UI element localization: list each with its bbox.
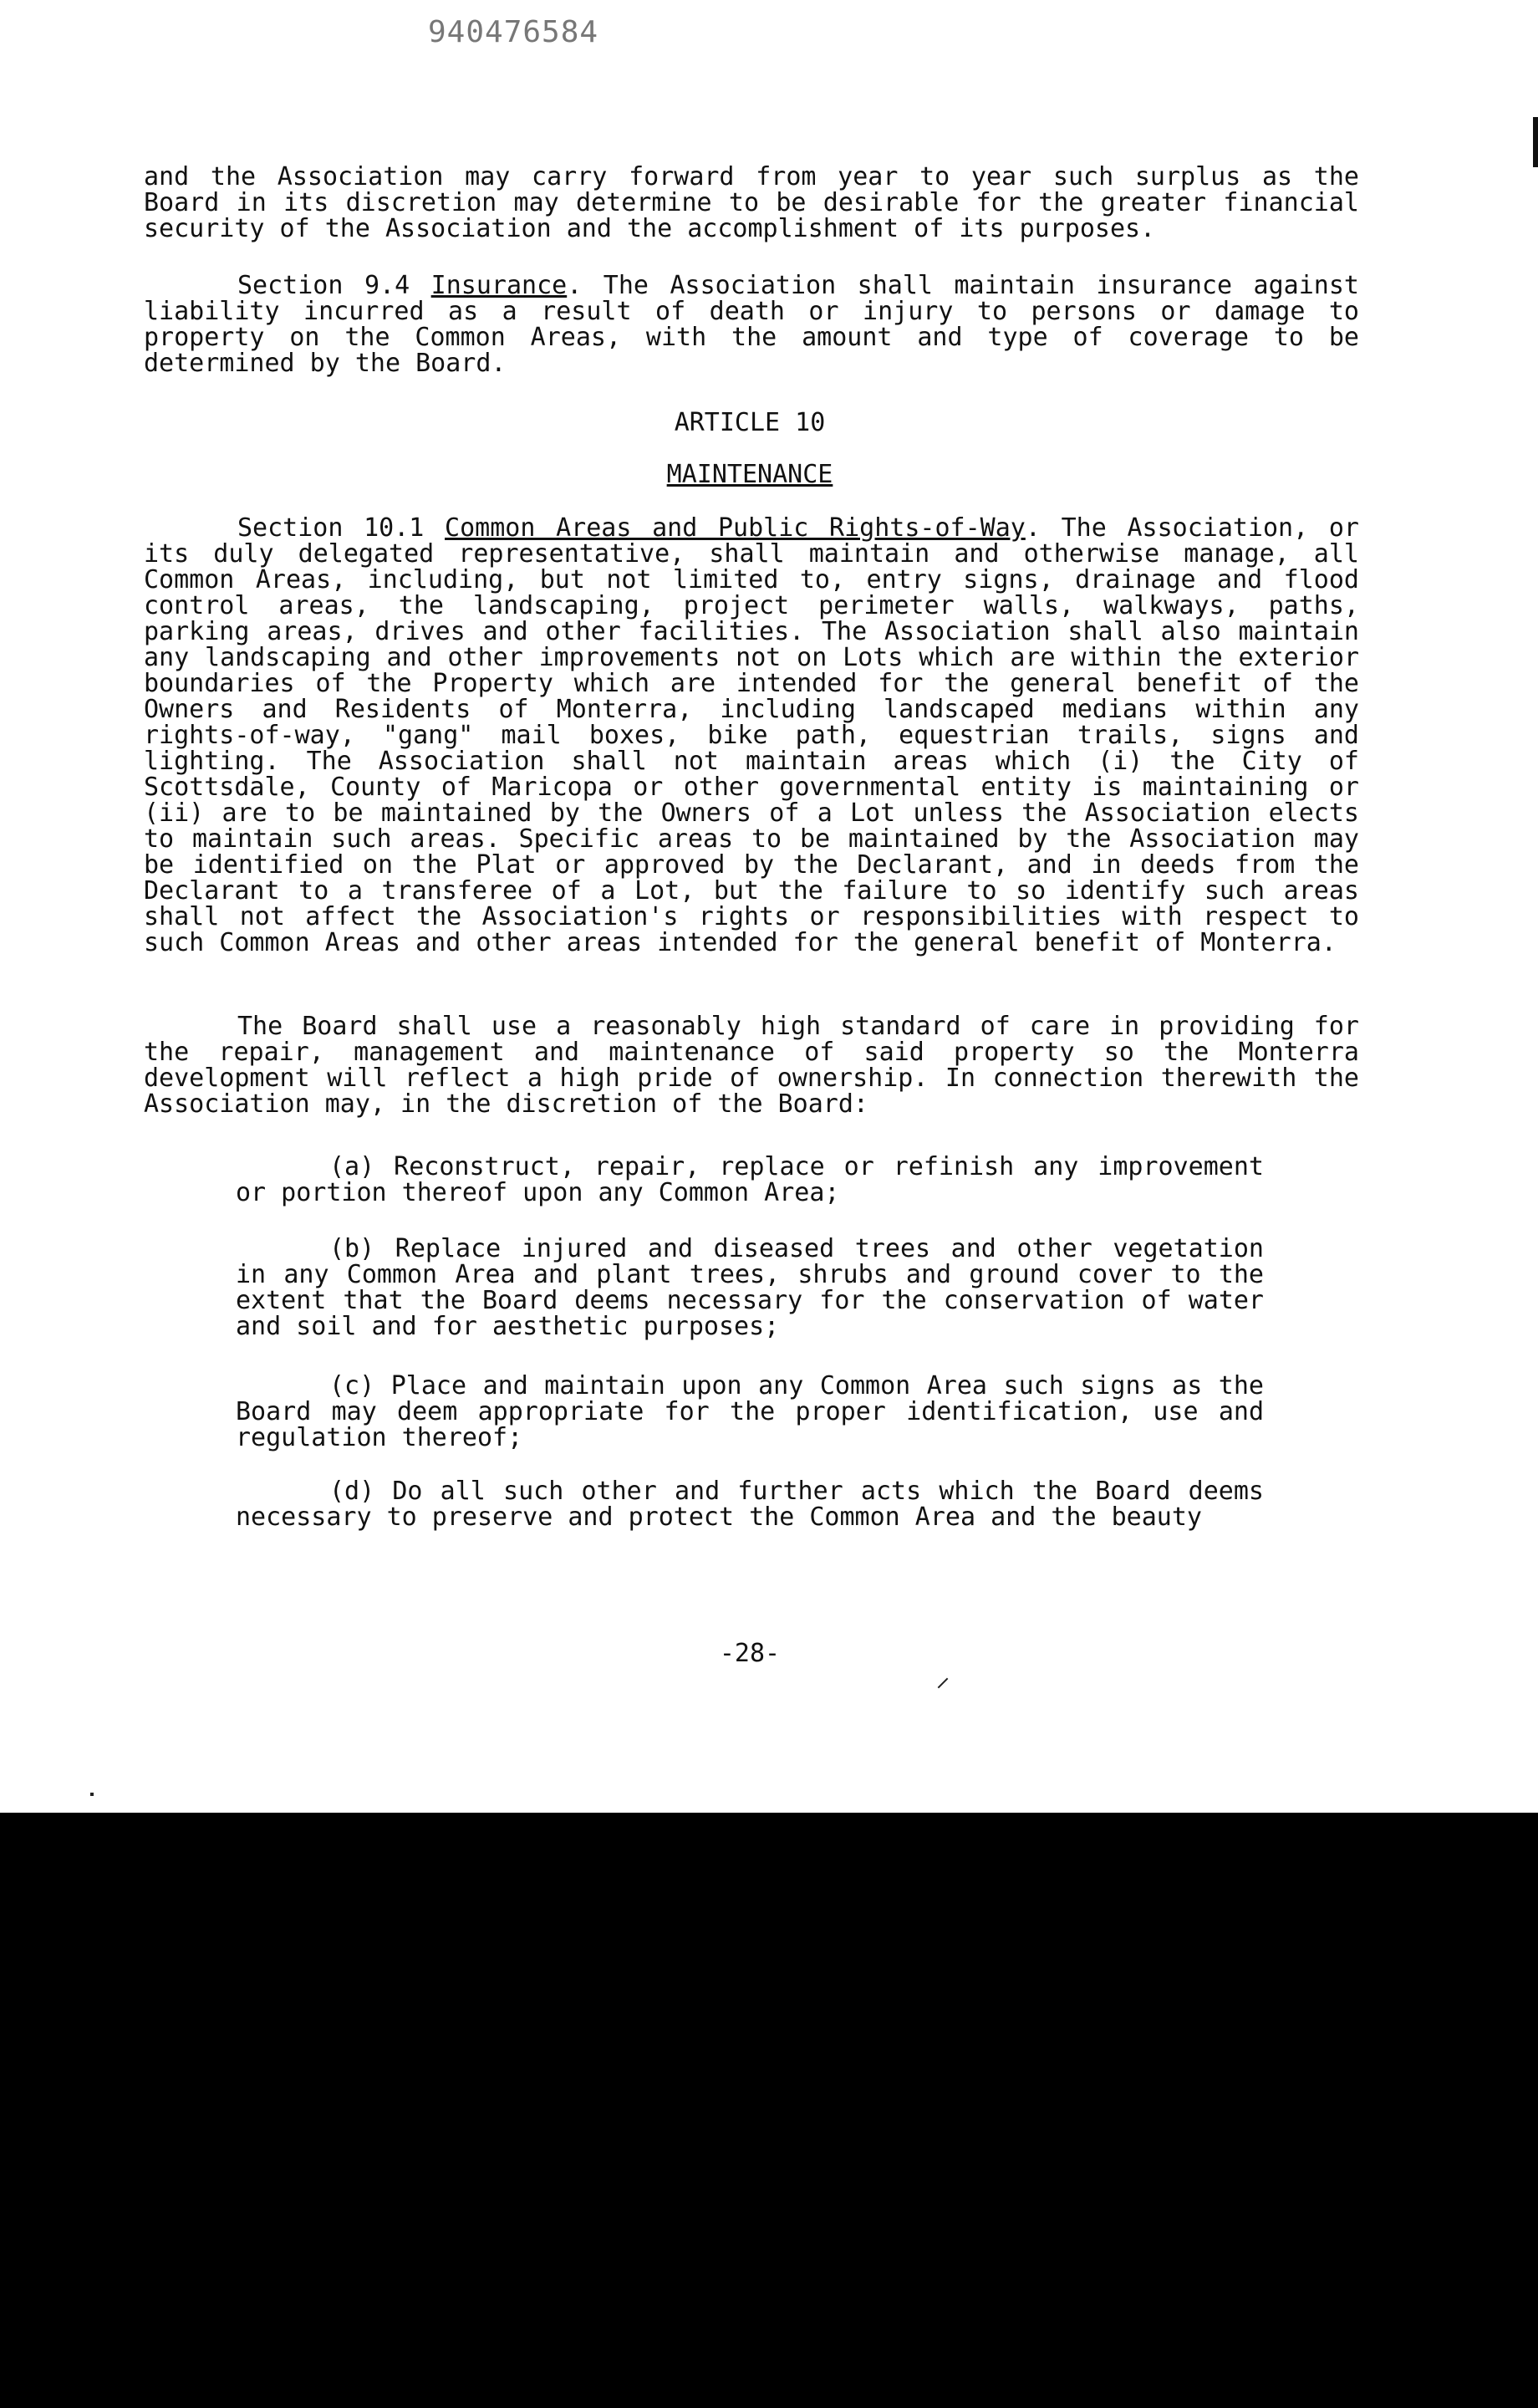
article-title: MAINTENANCE	[666, 460, 833, 489]
document-number: 940476584	[428, 15, 599, 49]
section-10-1	[144, 515, 1359, 956]
section-9-4-prefix: Section 9.4	[237, 271, 431, 300]
section-10-1-title: Common Areas and Public Rights-of-Way	[445, 513, 1026, 543]
scan-dot	[90, 1793, 94, 1796]
stray-pen-mark	[938, 1678, 949, 1689]
scan-black-margin	[0, 1813, 1538, 2408]
list-item-c: (c) Place and maintain upon any Common Area such signs as the Board may deem appropriate for the proper identification, use and regulation thereof;	[236, 1371, 1264, 1452]
paragraph-surplus: and the Association may carry forward from year to year such surplus as the Board in its discretion may determine to be desirable for the greater financial security of the Association and the accomplishment of its purposes.	[144, 162, 1359, 243]
section-10-1-prefix: Section 10.1	[237, 513, 446, 543]
section-9-4-title: Insurance	[430, 271, 568, 300]
scan-edge-mark	[1533, 117, 1538, 167]
list-item-a: (a) Reconstruct, repair, replace or refinish any improvement or portion thereof upon any Common Area;	[236, 1152, 1264, 1207]
paragraph-board-standard: The Board shall use a reasonably high standard of care in providing for the repair, management and maintenance of said property so the Monterra development will reflect a high pride of ownership. In connection therewith the Association may, in the discretion of the Board:	[144, 1012, 1359, 1119]
page-number: -28-	[719, 1639, 781, 1668]
list-item-b: (b) Replace injured and diseased trees and other vegetation in any Common Area and plant trees, shrubs and ground cover to the extent that the Board deems necessary for the conservation of water and soil and for aesthetic purposes;	[236, 1234, 1264, 1341]
section-10-1-body: . The Association, or its duly delegated representative, shall maintain and otherwise manage, all Common Areas, including, but not limited to, entry signs, drainage and flood control areas, the landscaping, project perimeter walls, walkways, paths, parking areas, drives and other facilities. The Association shall also maintain any landscaping and other improvements not on Lots which are within the exterior boundaries of the Property which are intended for the general benefit of the Owners and Residents of Monterra, including landscaped medians within any rights-of-way, "gang" mail boxes, bike path, equestrian trails, signs and lighting. The Association shall not maintain areas which (i) the City of Scottsdale, County of Maricopa or other governmental entity is maintaining or (ii) are to be maintained by the Owners of a Lot unless the Association elects to maintain such areas. Specific areas to be maintained by the Association may be identified on the Plat or approved by the Declarant, and in deeds from the Declarant to a transferee of a Lot, but the failure to so identify such areas shall not affect the Association's rights or responsibilities with respect to such Common Areas and other areas intended for the general benefit of Monterra.	[144, 513, 1359, 957]
list-item-d: (d) Do all such other and further acts which the Board deems necessary to preserve and protect the Common Area and the beauty	[236, 1477, 1264, 1532]
article-heading: ARTICLE 10	[674, 408, 826, 437]
section-9-4-body: . The Association shall maintain insurance against liability incurred as a result of death or injury to persons or damage to property on the Common Areas, with the amount and type of coverage to be determined by the Board.	[144, 271, 1359, 378]
section-9-4	[144, 273, 1359, 376]
